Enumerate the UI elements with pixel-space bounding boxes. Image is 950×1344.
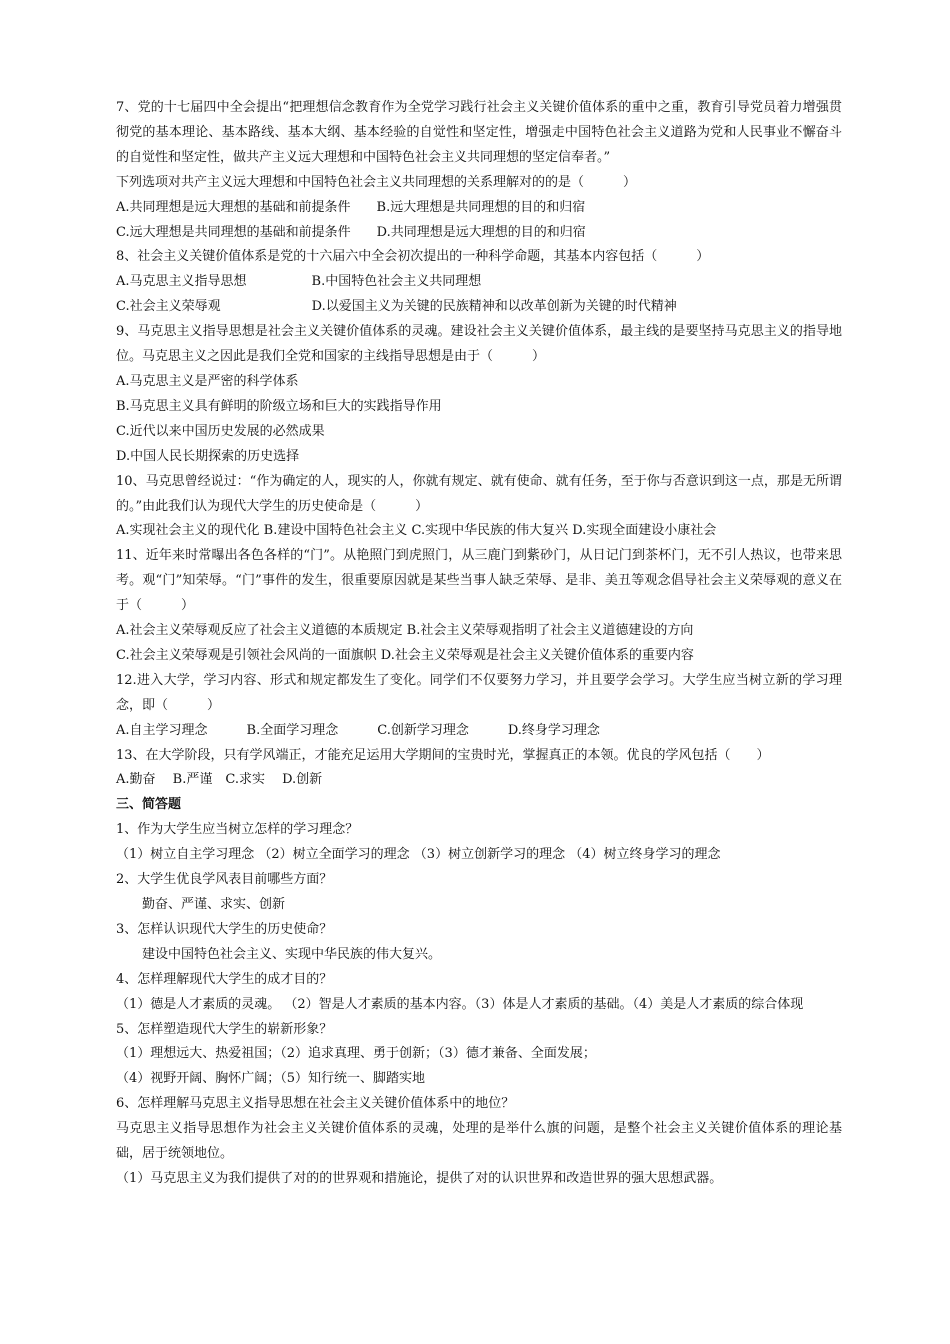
q11-options-ab: A.社会主义荣辱观反应了社会主义道德的本质规定 B.社会主义荣辱观指明了社会主义道德建设的方向 <box>116 623 694 639</box>
q11-options-cd: C.社会主义荣辱观是引领社会风尚的一面旗帜 D.社会主义荣辱观是社会主义关键价值体系的重要内容 <box>116 647 694 663</box>
short-answer-3-question: 3、怎样认识现代大学生的历史使命？ <box>116 921 333 937</box>
short-answer-5-answer-line1: （1）理想远大、热爱祖国；（2）追求真理、勇于创新；（3）德才兼备、全面发展； <box>116 1046 596 1062</box>
section-heading: 三、简答题 <box>116 797 182 813</box>
short-answer-6-question: 6、怎样理解马克思主义指导思想在社会主义关键价值体系中的地位？ <box>116 1096 515 1112</box>
q10-stem: 10、马克思曾经说过：“作为确定的人，现实的人，你就有规定、就有使命、就有任务，至于你与否意识到这一点，那是无所谓的。”由此我们认为现代大学生的历史使命是（ ） <box>116 473 842 514</box>
short-answer-1-question: 1、作为大学生应当树立怎样的学习理念？ <box>116 822 359 838</box>
short-answer-6-answer: 马克思主义指导思想作为社会主义关键价值体系的灵魂，处理的是举什么旗的问题，是整个社会主义关键价值体系的理论基础，居于统领地位。 <box>116 1121 842 1162</box>
short-answer-1-answer: （1）树立自主学习理念 （2）树立全面学习的理念 （3）树立创新学习的理念 （4）树立终身学习的理念 <box>116 847 721 863</box>
q8-options-ab: A.马克思主义指导思想 B.中国特色社会主义共同理想 <box>116 274 482 290</box>
q10-options: A.实现社会主义的现代化 B.建设中国特色社会主义 C.实现中华民族的伟大复兴 D.实现全面建设小康社会 <box>116 523 717 539</box>
q11-stem: 11、近年来时常曝出各色各样的“门”。从艳照门到虎照门，从三鹿门到紫砂门，从日记门到茶杯门，无不引人热议，也带来思考。观“门”知荣辱。“门”事件的发生，很重要原因就是某些当事人缺乏荣辱、是非、美丑等观念倡导社会主义荣辱观的意义在于（ ） <box>116 548 842 614</box>
q9-option-b: B.马克思主义具有鲜明的阶级立场和巨大的实践指导作用 <box>116 398 442 414</box>
q9-option-d: D.中国人民长期探索的历史选择 <box>116 448 300 464</box>
short-answer-5-answer-line2: （4）视野开阔、胸怀广阔；（5）知行统一、脚踏实地 <box>116 1071 426 1087</box>
short-answer-4-question: 4、怎样理解现代大学生的成才目的？ <box>116 971 333 987</box>
q7-options-ab: A.共同理想是远大理想的基础和前提条件 B.远大理想是共同理想的目的和归宿 <box>116 199 586 215</box>
q9-stem: 9、马克思主义指导思想是社会主义关键价值体系的灵魂。建设社会主义关键价值体系，最主线的是要坚持马克思主义的指导地位。马克思主义之因此是我们全党和国家的主线指导思想是由于（ ） <box>116 324 842 365</box>
q12-options: A.自主学习理念 B.全面学习理念 C.创新学习理念 D.终身学习理念 <box>116 722 600 738</box>
short-answer-2-question: 2、大学生优良学风表目前哪些方面？ <box>116 872 333 888</box>
short-answer-3-answer: 建设中国特色社会主义、实现中华民族的伟大复兴。 <box>142 946 442 962</box>
q7-stem: 7、党的十七届四中全会提出“把理想信念教育作为全党学习践行社会主义关键价值体系的重中之重，教育引导党员着力增强贯彻党的基本理论、基本路线、基本大纲、基本经验的自觉性和坚定性，增强走中国特色社会主义道路为党和人民事业不懈奋斗的自觉性和坚定性，做共产主义远大理想和中国特色社会主义共同理想的坚定信奉者。” <box>116 100 842 165</box>
q7-options-cd: C.远大理想是共同理想的基础和前提条件 D.共同理想是远大理想的目的和归宿 <box>116 224 586 240</box>
q9-option-a: A.马克思主义是严密的科学体系 <box>116 373 299 389</box>
q9-option-c: C.近代以来中国历史发展的必然成果 <box>116 423 325 439</box>
short-answer-6-point-1: （1）马克思主义为我们提供了对的的世界观和措施论，提供了对的认识世界和改造世界的强大思想武器。 <box>116 1170 723 1186</box>
q8-options-cd: C.社会主义荣辱观 D.以爱国主义为关键的民族精神和以改革创新为关键的时代精神 <box>116 299 677 315</box>
q13-options: A.勤奋 B.严谨 C.求实 D.创新 <box>116 772 323 788</box>
short-answer-4-answer: （1）德是人才素质的灵魂。 （2）智是人才素质的基本内容。（3）体是人才素质的基础。（4）美是人才素质的综合体现 <box>116 996 804 1012</box>
short-answer-2-answer: 勤奋、严谨、求实、创新 <box>142 897 286 912</box>
short-answer-5-question: 5、怎样塑造现代大学生的崭新形象？ <box>116 1021 333 1037</box>
document-page <box>116 96 842 1192</box>
q8-stem: 8、社会主义关键价值体系是党的十六届六中全会初次提出的一种科学命题，其基本内容包括（ ） <box>116 249 710 265</box>
q12-stem: 12.进入大学，学习内容、形式和规定都发生了变化。同学们不仅要努力学习，并且要学会学习。大学生应当树立新的学习理念，即（ ） <box>116 672 842 713</box>
q13-stem: 13、在大学阶段，只有学风端正，才能充足运用大学期间的宝贵时光，掌握真正的本领。优良的学风包括（ ） <box>116 747 770 763</box>
q7-question: 下列选项对共产主义远大理想和中国特色社会主义共同理想的关系理解对的的是（ ） <box>116 174 637 190</box>
